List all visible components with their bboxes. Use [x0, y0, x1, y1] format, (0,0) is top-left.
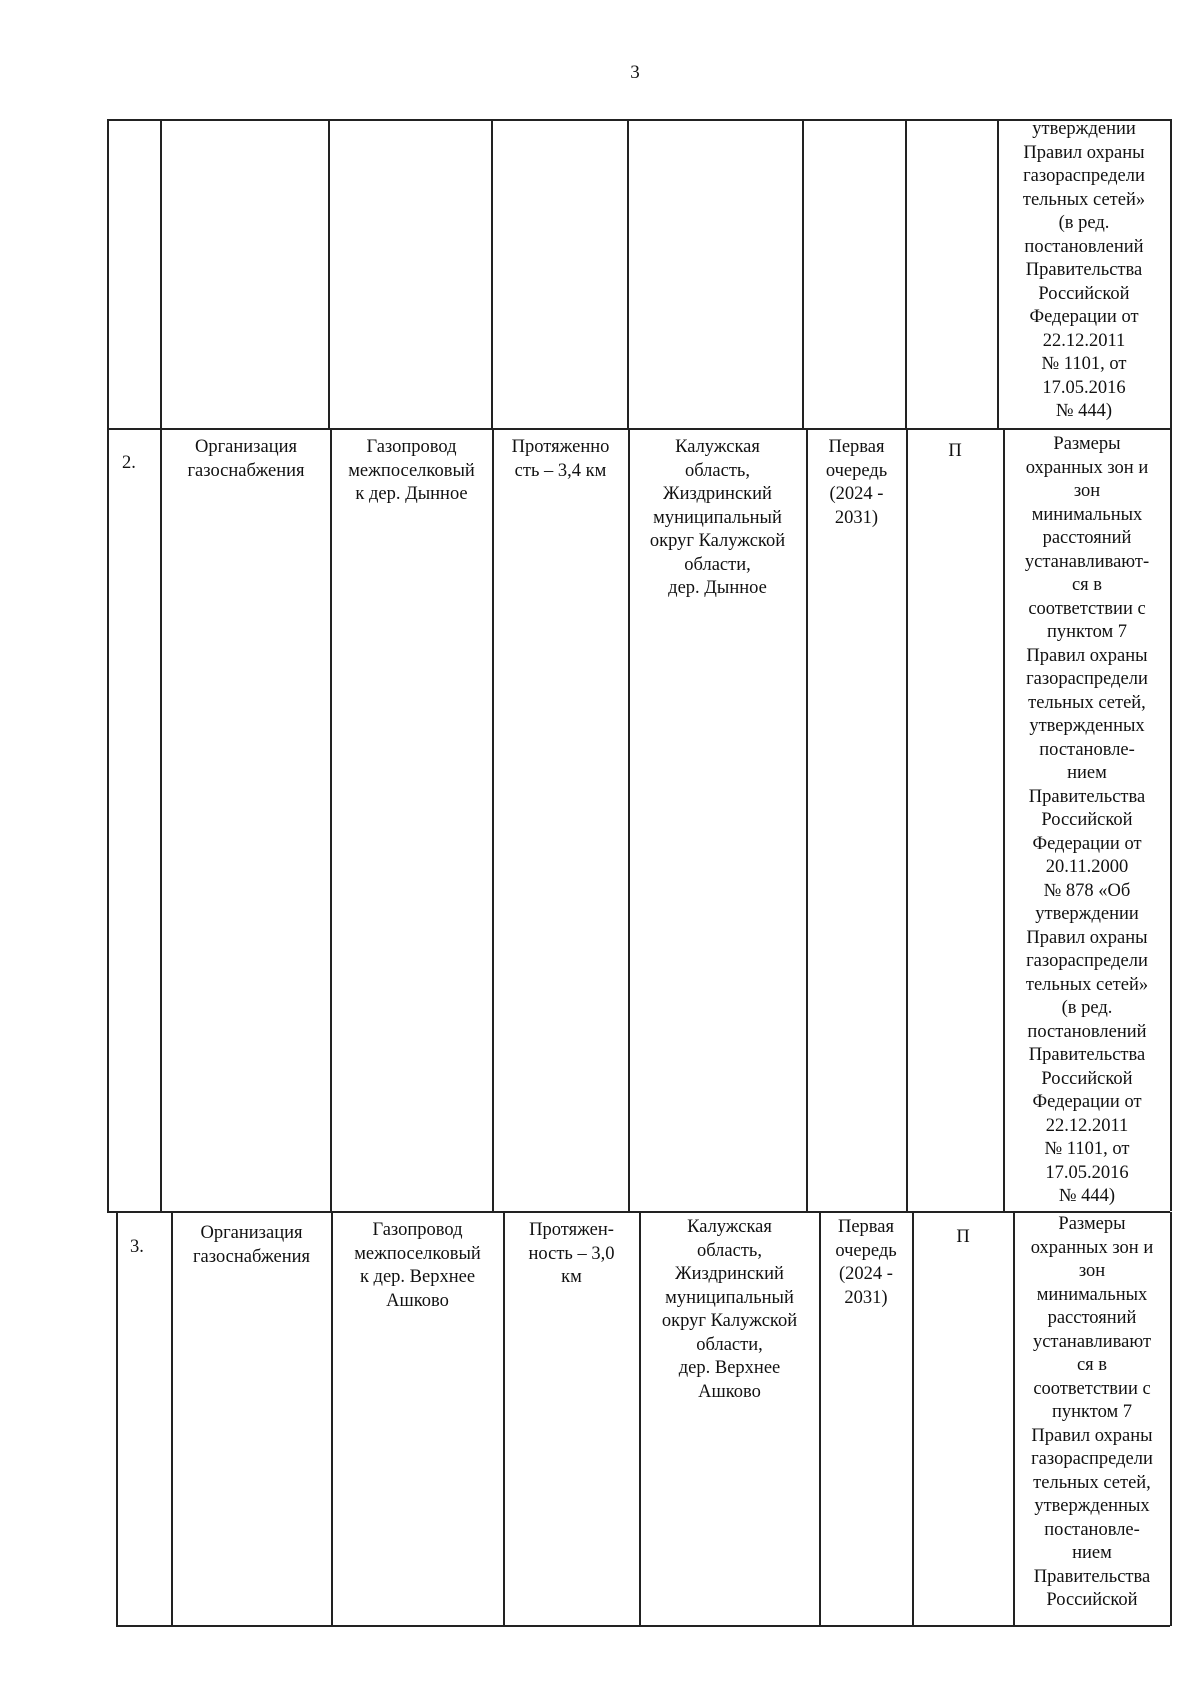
row-number: 2. — [122, 453, 136, 473]
legal-basis-cell: утверждении Правил охраны газораспредели тельных сетей» (в ред. постановлений Правительства Российской Федерации от 22.12.2011 № 1101, от 17.05.2016 № 444) — [1022, 119, 1146, 421]
legal-basis-cell: Размеры охранных зон и зон минимальных расстояний устанавливают- ся в соответствии с пунктом 7 Правил охраны газораспредели тельных сетей, утвержденных постановле- нием Правительства Российской Федерации от 20.11.2000 № 878 «Об утверждении Правил охраны газораспредели тельных сетей» (в ред. постановлений Правительства Российской Федерации от 22.12.2011 № 1101, от 17.05.2016 № 444) — [1024, 434, 1150, 1206]
location-cell: Калужская область, Жиздринский муниципальный округ Калужской области, дер. Дынное — [649, 437, 786, 598]
table-border — [912, 1212, 914, 1626]
page-number: 3 — [630, 62, 640, 83]
location-cell: Калужская область, Жиздринский муниципальный округ Калужской области, дер. Верхнее Ашково — [661, 1217, 798, 1402]
table-border — [116, 1625, 1170, 1627]
purpose-cell: Организация газоснабжения — [187, 437, 305, 481]
object-cell: Газопровод межпоселковый к дер. Дынное — [348, 437, 475, 504]
stage-cell: Первая очередь (2024 - 2031) — [825, 437, 888, 528]
status-cell: П — [956, 1227, 970, 1247]
stage-cell: Первая очередь (2024 - 2031) — [835, 1217, 897, 1308]
characteristics-cell: Протяжен- ность – 3,0 км — [528, 1220, 615, 1287]
characteristics-cell: Протяженно сть – 3,4 км — [511, 437, 610, 481]
row-number: 3. — [130, 1237, 144, 1257]
object-cell: Газопровод межпоселковый к дер. Верхнее Ашково — [354, 1220, 481, 1311]
status-cell: П — [948, 441, 962, 461]
table-border — [116, 1212, 118, 1626]
table-border — [1170, 1212, 1172, 1626]
purpose-cell: Организация газоснабжения — [192, 1223, 311, 1267]
table-border — [171, 1212, 173, 1626]
legal-basis-cell: Размеры охранных зон и зон минимальных расстояний устанавливают ся в соответствии с пунктом 7 Правил охраны газораспредели тельных сетей, утвержденных постановле- нием Правительства Российской — [1030, 1214, 1154, 1610]
